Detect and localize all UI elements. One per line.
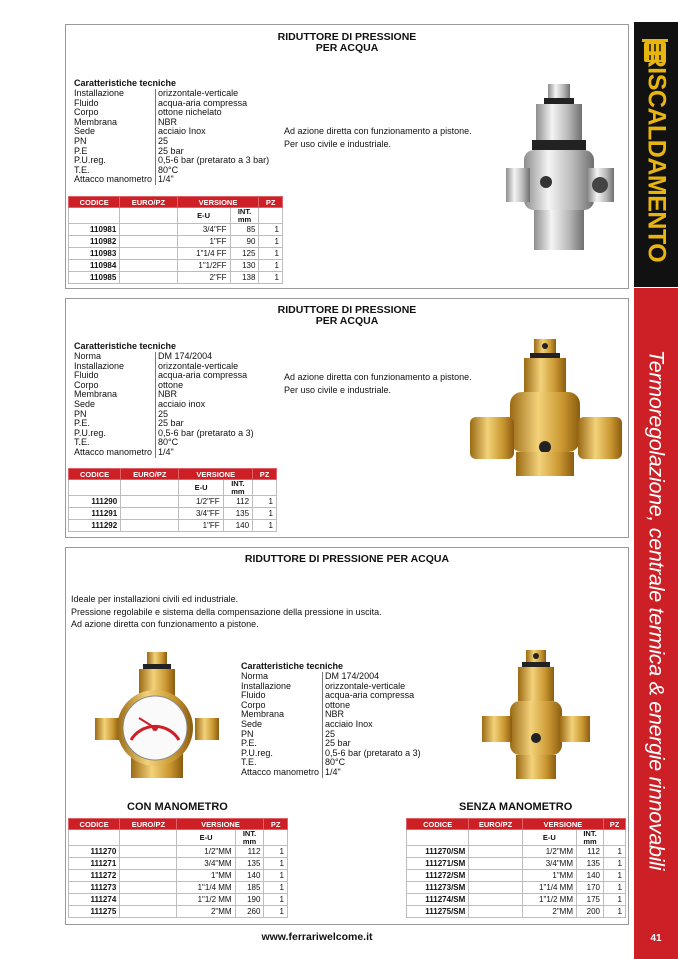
col-versione: VERSIONE xyxy=(177,819,264,830)
product-code: 110985 xyxy=(69,272,120,284)
qty-cell: 1 xyxy=(603,894,625,906)
intro-line: Ad azione diretta con funzionamento a pistone. xyxy=(71,619,259,629)
card-title: RIDUTTORE DI PRESSIONE PER ACQUA xyxy=(244,553,450,565)
int-mm-cell: 190 xyxy=(235,894,264,906)
product-code: 111291 xyxy=(69,508,121,520)
qty-cell: 1 xyxy=(603,858,625,870)
spec-label: Corpo xyxy=(74,379,99,390)
int-mm-cell: 135 xyxy=(577,858,604,870)
table-row xyxy=(69,224,283,236)
table-row xyxy=(407,906,626,918)
price-cell xyxy=(120,906,177,918)
version-cell: 3/4"MM xyxy=(522,858,576,870)
table-row xyxy=(69,260,283,272)
table-row xyxy=(69,858,288,870)
spec-value: 80°C xyxy=(156,438,254,448)
qty-cell: 1 xyxy=(259,224,283,236)
product-code: 111272/SM xyxy=(407,870,469,882)
footer-website-link[interactable]: www.ferrariwelcome.it xyxy=(261,931,373,943)
card-title-line1: RIDUTTORE DI PRESSIONE xyxy=(277,304,417,316)
price-cell xyxy=(120,846,177,858)
version-cell: 1"1/4 MM xyxy=(177,882,235,894)
spec-label: T.E. xyxy=(74,164,90,175)
spec-value: 25 xyxy=(156,137,270,147)
desc-line: Ad azione diretta con funzionamento a pistone. xyxy=(284,126,472,136)
version-cell: 3/4"FF xyxy=(177,224,230,236)
spec-value: orizzontale-verticale xyxy=(156,89,270,99)
table-row xyxy=(69,248,283,260)
spec-value: 1/4" xyxy=(323,768,421,778)
price-cell xyxy=(120,272,177,284)
product-card-reducer-with-gauge xyxy=(65,547,629,925)
product-code: 111292 xyxy=(69,520,121,532)
version-cell: 1"1/4 MM xyxy=(522,882,576,894)
spec-value: ottone xyxy=(156,381,254,391)
version-cell: 1"FF xyxy=(179,520,223,532)
int-mm-cell: 135 xyxy=(223,508,252,520)
version-cell: 1"1/2FF xyxy=(177,260,230,272)
spec-label: P.E. xyxy=(74,418,90,429)
col-int-mm: INT. mm xyxy=(223,480,252,496)
spec-label: PN xyxy=(74,135,87,146)
price-cell xyxy=(120,870,177,882)
price-cell xyxy=(120,858,177,870)
spec-label: P.U.reg. xyxy=(74,427,106,438)
price-cell xyxy=(120,236,177,248)
col-eu: E-U xyxy=(522,830,576,846)
int-mm-cell: 175 xyxy=(577,894,604,906)
spec-value: acqua-aria compressa xyxy=(156,99,270,109)
spec-label: Sede xyxy=(74,126,96,137)
spec-label: T.E. xyxy=(74,437,90,448)
spec-label: Fluido xyxy=(241,690,266,701)
table-row xyxy=(69,870,288,882)
col-eu: E-U xyxy=(177,208,230,224)
table-row xyxy=(69,272,283,284)
product-description xyxy=(284,125,472,150)
price-cell xyxy=(469,846,522,858)
desc-line: Ad azione diretta con funzionamento a pistone. xyxy=(284,372,472,382)
card-title xyxy=(66,32,628,54)
sidebar-category-label: RISCALDAMENTO xyxy=(642,49,671,263)
col-euro-pz: EURO/PZ xyxy=(121,469,179,480)
specs-table xyxy=(241,672,421,778)
specs-heading: Caratteristiche tecniche xyxy=(74,78,177,88)
spec-value: orizzontale-verticale xyxy=(156,362,254,372)
spec-label: Corpo xyxy=(74,107,99,118)
product-code: 111270 xyxy=(69,846,120,858)
spec-label: Membrana xyxy=(74,389,118,400)
spec-value: acciaio Inox xyxy=(323,720,421,730)
int-mm-cell: 185 xyxy=(235,882,264,894)
product-code: 111274 xyxy=(69,894,120,906)
with-gauge-heading: CON MANOMETRO xyxy=(127,801,228,813)
price-cell xyxy=(120,248,177,260)
col-versione: VERSIONE xyxy=(177,197,259,208)
int-mm-cell: 140 xyxy=(223,520,252,532)
int-mm-cell: 200 xyxy=(577,906,604,918)
spec-value: 25 bar xyxy=(156,419,254,429)
table-row xyxy=(69,894,288,906)
table-row xyxy=(407,894,626,906)
spec-value: 25 xyxy=(156,410,254,420)
spec-row xyxy=(241,768,421,778)
spec-label: Installazione xyxy=(74,360,125,371)
col-euro-pz: EURO/PZ xyxy=(469,819,522,830)
price-cell xyxy=(120,882,177,894)
int-mm-cell: 90 xyxy=(230,236,259,248)
int-mm-cell: 112 xyxy=(577,846,604,858)
sidebar-subtitle: Termoregolazione, centrale termica & energie rinnovabili xyxy=(644,349,669,871)
col-euro-pz: EURO/PZ xyxy=(120,197,177,208)
desc-line: Per uso civile e industriale. xyxy=(284,138,392,149)
spec-value: 80°C xyxy=(156,166,270,176)
qty-cell: 1 xyxy=(264,882,288,894)
int-mm-cell: 140 xyxy=(235,870,264,882)
spec-value: acciaio Inox xyxy=(156,127,270,137)
spec-label: Sede xyxy=(241,718,263,729)
col-eu: E-U xyxy=(179,480,223,496)
card-title-line2: PER ACQUA xyxy=(315,42,379,54)
product-code: 111271 xyxy=(69,858,120,870)
intro-line: Ideale per installazioni civili ed industriale. xyxy=(71,594,239,604)
product-table xyxy=(68,196,283,284)
spec-value: orizzontale-verticale xyxy=(323,682,421,692)
spec-label: P.U.reg. xyxy=(241,747,273,758)
col-int-mm: INT. mm xyxy=(235,830,264,846)
price-cell xyxy=(469,870,522,882)
desc-line: Per uso civile e industriale. xyxy=(284,384,392,395)
spec-row xyxy=(74,448,254,458)
spec-value: 1/4" xyxy=(156,448,254,458)
product-table-with-gauge xyxy=(68,818,288,918)
product-table xyxy=(68,468,277,532)
spec-value: 25 xyxy=(323,730,421,740)
price-cell xyxy=(120,894,177,906)
product-code: 110981 xyxy=(69,224,120,236)
product-code: 111273 xyxy=(69,882,120,894)
table-row xyxy=(407,858,626,870)
qty-cell: 1 xyxy=(253,496,277,508)
spec-label: Norma xyxy=(74,351,102,361)
brass-reducer-image xyxy=(466,337,626,482)
int-mm-cell: 140 xyxy=(577,870,604,882)
product-description xyxy=(284,371,472,396)
product-code: 110982 xyxy=(69,236,120,248)
price-cell xyxy=(121,520,179,532)
qty-cell: 1 xyxy=(264,858,288,870)
specs-table xyxy=(74,89,269,185)
product-code: 111274/SM xyxy=(407,894,469,906)
price-cell xyxy=(121,508,179,520)
spec-value: 1/4" xyxy=(156,175,270,185)
intro-text xyxy=(71,593,382,631)
card-title-line1: RIDUTTORE DI PRESSIONE xyxy=(277,31,417,43)
spec-value: acciaio inox xyxy=(156,400,254,410)
price-cell xyxy=(469,882,522,894)
without-gauge-heading: SENZA MANOMETRO xyxy=(459,801,573,813)
spec-value: 25 bar xyxy=(323,739,421,749)
int-mm-cell: 138 xyxy=(230,272,259,284)
spec-label: Attacco manometro xyxy=(241,766,320,777)
version-cell: 1/2"FF xyxy=(179,496,223,508)
version-cell: 1"1/2 MM xyxy=(177,894,235,906)
int-mm-cell: 112 xyxy=(223,496,252,508)
spec-value: ottone nichelato xyxy=(156,108,270,118)
product-code: 111275 xyxy=(69,906,120,918)
product-code: 111271/SM xyxy=(407,858,469,870)
specs-table xyxy=(74,352,254,458)
product-table-without-gauge xyxy=(406,818,626,918)
int-mm-cell: 125 xyxy=(230,248,259,260)
qty-cell: 1 xyxy=(603,906,625,918)
table-row xyxy=(407,846,626,858)
spec-value: 80°C xyxy=(323,758,421,768)
spec-label: Corpo xyxy=(241,699,266,710)
spec-label: P.E. xyxy=(241,738,257,749)
page-number: 41 xyxy=(634,928,678,959)
version-cell: 3/4"MM xyxy=(177,858,235,870)
col-pz: PZ xyxy=(603,819,625,830)
spec-label: Membrana xyxy=(241,709,285,720)
qty-cell: 1 xyxy=(603,882,625,894)
price-cell xyxy=(120,224,177,236)
table-row xyxy=(407,882,626,894)
qty-cell: 1 xyxy=(264,870,288,882)
int-mm-cell: 135 xyxy=(235,858,264,870)
col-codice: CODICE xyxy=(69,197,120,208)
qty-cell: 1 xyxy=(603,846,625,858)
spec-label: Installazione xyxy=(241,680,292,691)
spec-label: T.E. xyxy=(241,757,257,768)
spec-label: Attacco manometro xyxy=(74,174,153,185)
col-eu: E-U xyxy=(177,830,235,846)
table-row xyxy=(69,520,277,532)
price-cell xyxy=(469,858,522,870)
version-cell: 2"MM xyxy=(522,906,576,918)
spec-value: acqua-aria compressa xyxy=(323,691,421,701)
version-cell: 3/4"FF xyxy=(179,508,223,520)
table-row xyxy=(69,906,288,918)
qty-cell: 1 xyxy=(253,520,277,532)
reducer-without-gauge-image xyxy=(476,646,596,784)
int-mm-cell: 130 xyxy=(230,260,259,272)
spec-label: Norma xyxy=(241,671,269,681)
version-cell: 1"MM xyxy=(177,870,235,882)
price-cell xyxy=(121,496,179,508)
qty-cell: 1 xyxy=(259,272,283,284)
specs-heading: Caratteristiche tecniche xyxy=(241,661,344,671)
spec-value: 0,5-6 bar (pretarato a 3) xyxy=(156,429,254,439)
int-mm-cell: 112 xyxy=(235,846,264,858)
qty-cell: 1 xyxy=(264,906,288,918)
version-cell: 1"MM xyxy=(522,870,576,882)
product-code: 111275/SM xyxy=(407,906,469,918)
version-cell: 1"1/4 FF xyxy=(177,248,230,260)
product-code: 111273/SM xyxy=(407,882,469,894)
reducer-with-gauge-image xyxy=(91,648,221,783)
spec-row xyxy=(74,127,269,137)
spec-label: Fluido xyxy=(74,97,99,108)
col-codice: CODICE xyxy=(407,819,469,830)
product-code: 110983 xyxy=(69,248,120,260)
price-cell xyxy=(120,260,177,272)
col-pz: PZ xyxy=(259,197,283,208)
col-codice: CODICE xyxy=(69,819,120,830)
spec-value: ottone xyxy=(323,701,421,711)
product-code: 111272 xyxy=(69,870,120,882)
specs-heading: Caratteristiche tecniche xyxy=(74,341,177,351)
col-pz: PZ xyxy=(264,819,288,830)
version-cell: 1"1/2 MM xyxy=(522,894,576,906)
spec-label: PN xyxy=(241,728,254,739)
spec-value: acqua-aria compressa xyxy=(156,371,254,381)
int-mm-cell: 85 xyxy=(230,224,259,236)
spec-row xyxy=(74,175,269,185)
version-cell: 1"FF xyxy=(177,236,230,248)
int-mm-cell: 170 xyxy=(577,882,604,894)
table-row xyxy=(69,882,288,894)
version-cell: 2"FF xyxy=(177,272,230,284)
qty-cell: 1 xyxy=(259,260,283,272)
spec-label: Installazione xyxy=(74,88,125,98)
table-row xyxy=(69,508,277,520)
table-row xyxy=(69,496,277,508)
product-code: 111270/SM xyxy=(407,846,469,858)
spec-label: Attacco manometro xyxy=(74,446,153,457)
spec-value: NBR xyxy=(156,390,254,400)
version-cell: 2"MM xyxy=(177,906,235,918)
qty-cell: 1 xyxy=(264,846,288,858)
table-row xyxy=(69,846,288,858)
col-versione: VERSIONE xyxy=(522,819,603,830)
spec-label: P.E xyxy=(74,145,88,156)
qty-cell: 1 xyxy=(264,894,288,906)
version-cell: 1/2"MM xyxy=(522,846,576,858)
col-int-mm: INT. mm xyxy=(577,830,604,846)
col-int-mm: INT. mm xyxy=(230,208,259,224)
spec-value: 0,5-6 bar (pretarato a 3 bar) xyxy=(156,156,270,166)
product-code: 111290 xyxy=(69,496,121,508)
col-versione: VERSIONE xyxy=(179,469,253,480)
spec-value: 25 bar xyxy=(156,147,270,157)
spec-label: Fluido xyxy=(74,370,99,381)
card-title xyxy=(66,305,628,327)
version-cell: 1/2"MM xyxy=(177,846,235,858)
spec-label: Membrana xyxy=(74,116,118,127)
price-cell xyxy=(469,906,522,918)
spec-value: DM 174/2004 xyxy=(156,352,254,362)
spec-label: P.U.reg. xyxy=(74,155,106,166)
spec-label: PN xyxy=(74,408,87,419)
nickel-reducer-image xyxy=(496,80,616,260)
qty-cell: 1 xyxy=(603,870,625,882)
card-title-line2: PER ACQUA xyxy=(315,315,379,327)
spec-value: NBR xyxy=(156,118,270,128)
qty-cell: 1 xyxy=(259,248,283,260)
col-euro-pz: EURO/PZ xyxy=(120,819,177,830)
product-card-nickel-reducer xyxy=(65,24,629,289)
intro-line: Pressione regolabile e sistema della compensazione della pressione in uscita. xyxy=(71,606,382,617)
spec-value: 0,5-6 bar (pretarato a 3) xyxy=(323,749,421,759)
price-cell xyxy=(469,894,522,906)
product-code: 110984 xyxy=(69,260,120,272)
spec-label: Sede xyxy=(74,398,96,409)
col-codice: CODICE xyxy=(69,469,121,480)
table-row xyxy=(407,870,626,882)
col-pz: PZ xyxy=(253,469,277,480)
table-row xyxy=(69,236,283,248)
spec-value: NBR xyxy=(323,710,421,720)
int-mm-cell: 260 xyxy=(235,906,264,918)
spec-value: DM 174/2004 xyxy=(323,672,421,682)
qty-cell: 1 xyxy=(259,236,283,248)
product-card-brass-reducer xyxy=(65,298,629,538)
qty-cell: 1 xyxy=(253,508,277,520)
